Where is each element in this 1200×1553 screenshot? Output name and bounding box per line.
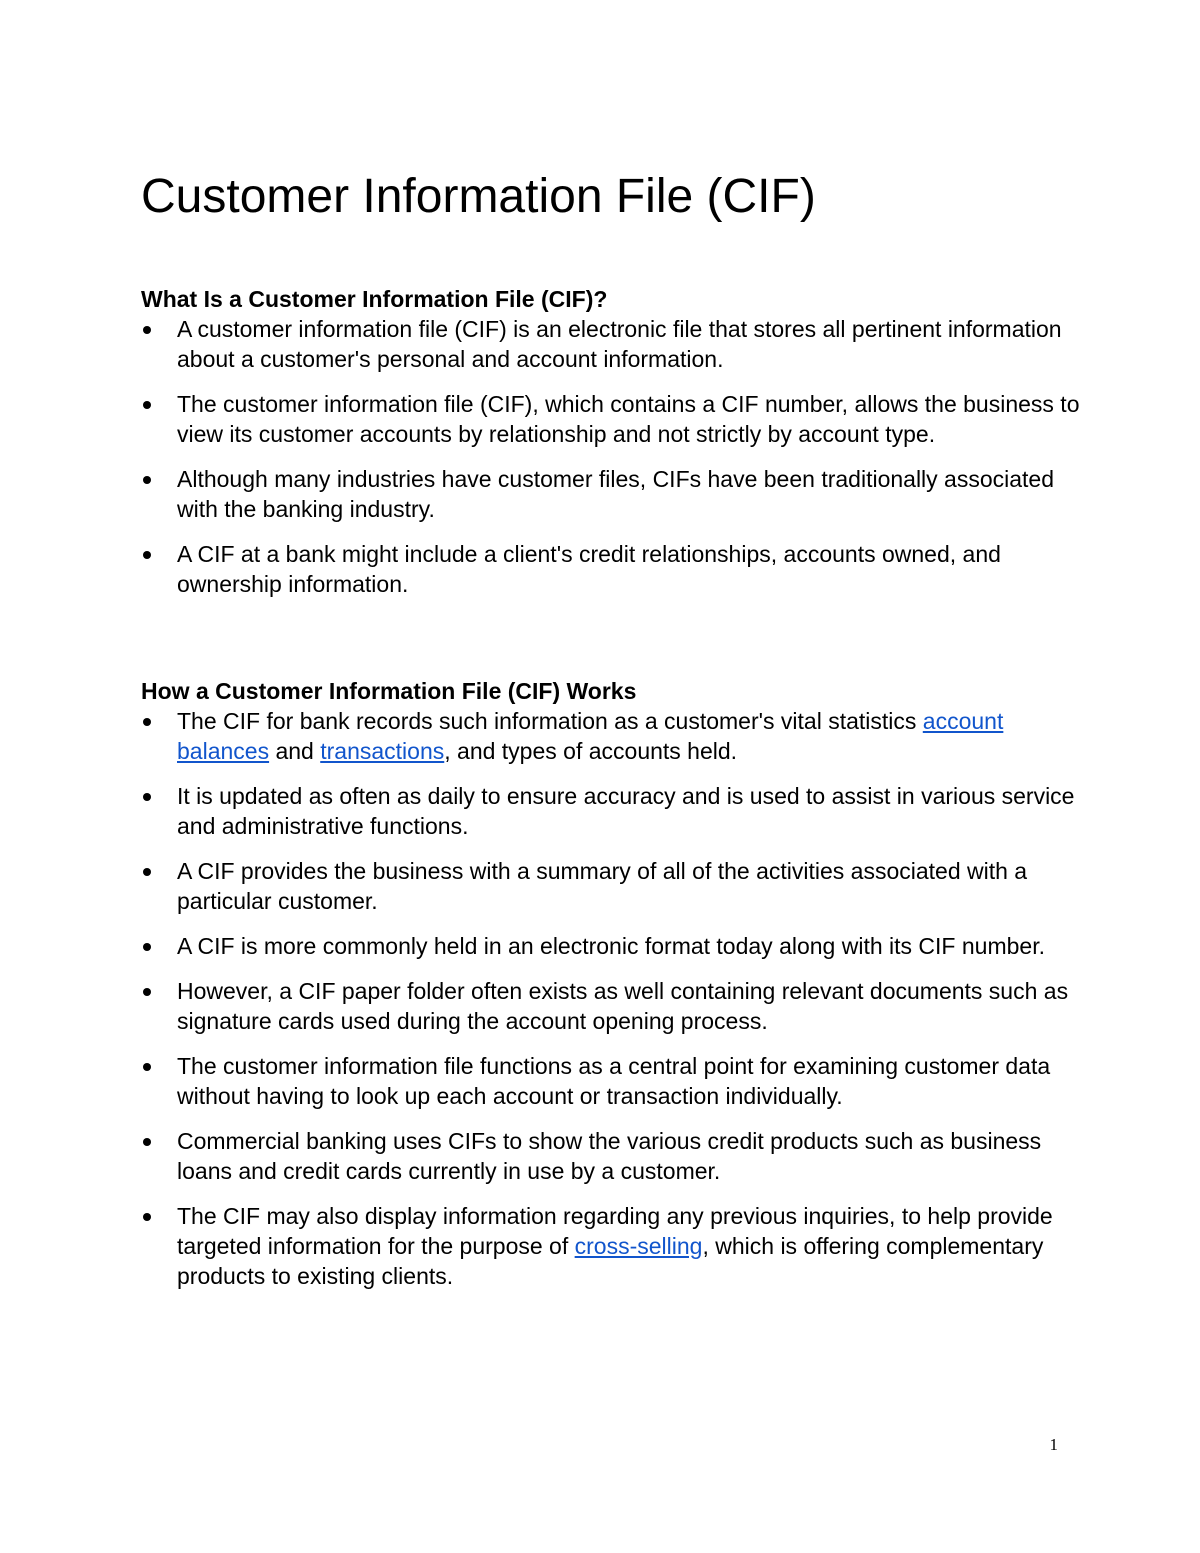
bullet-list: [141, 314, 1081, 599]
bullet-text: , which is offering complementary products to existing clients.: [177, 1233, 1044, 1289]
bullet-item: [141, 1051, 1081, 1111]
bullet-text: A CIF is more commonly held in an electronic format today along with its CIF number.: [177, 933, 1045, 959]
bullet-icon: [141, 1051, 161, 1081]
bullet-icon: [141, 1126, 161, 1156]
bullet-item: [141, 706, 1081, 766]
bullet-text: A CIF at a bank might include a client's credit relationships, accounts owned, and ownership information.: [177, 541, 1001, 597]
section-what-is-cif: [141, 284, 1081, 599]
bullet-text: The customer information file (CIF), which contains a CIF number, allows the business to view its customer accounts by relationship and not strictly by account type.: [177, 391, 1080, 447]
bullet-text: However, a CIF paper folder often exists as well containing relevant documents such as signature cards used during the account opening process.: [177, 978, 1069, 1034]
bullet-icon: [141, 464, 161, 494]
bullet-item: [141, 1201, 1081, 1291]
section-heading: How a Customer Information File (CIF) Works: [141, 678, 637, 704]
bullet-text: The CIF for bank records such information as a customer's vital statistics: [177, 708, 923, 734]
bullet-item: [141, 314, 1081, 374]
bullet-text: The CIF may also display information regarding any previous inquiries, to help provide targeted information for the purpose of: [177, 1203, 1053, 1259]
transactions-link[interactable]: transactions: [320, 738, 445, 764]
document-title: Customer Information File (CIF): [141, 170, 816, 223]
section-heading: What Is a Customer Information File (CIF)?: [141, 286, 608, 312]
cross-selling-link[interactable]: cross-selling: [574, 1233, 703, 1259]
bullet-text: and: [269, 738, 321, 764]
bullet-icon: [141, 856, 161, 886]
bullet-item: [141, 856, 1081, 916]
bullet-icon: [141, 706, 161, 736]
bullet-item: [141, 931, 1081, 961]
bullet-list: [141, 706, 1081, 1291]
bullet-text: Commercial banking uses CIFs to show the various credit products such as business loans and credit cards currently in use by a customer.: [177, 1128, 1042, 1184]
bullet-text: A customer information file (CIF) is an electronic file that stores all pertinent information about a customer's personal and account information.: [177, 316, 1062, 372]
bullet-icon: [141, 389, 161, 419]
bullet-item: [141, 1126, 1081, 1186]
bullet-item: [141, 976, 1081, 1036]
bullet-item: [141, 781, 1081, 841]
account-balances-link[interactable]: account balances: [177, 708, 1004, 764]
bullet-item: [141, 539, 1081, 599]
bullet-icon: [141, 539, 161, 569]
bullet-text: The customer information file functions as a central point for examining customer data without having to look up each account or transaction individually.: [177, 1053, 1051, 1109]
bullet-icon: [141, 1201, 161, 1231]
bullet-text: It is updated as often as daily to ensure accuracy and is used to assist in various service and administrative functions.: [177, 783, 1075, 839]
page-number: 1: [1049, 1435, 1058, 1454]
bullet-icon: [141, 976, 161, 1006]
bullet-item: [141, 389, 1081, 449]
bullet-icon: [141, 931, 161, 961]
bullet-icon: [141, 314, 161, 344]
bullet-icon: [141, 781, 161, 811]
bullet-text: A CIF provides the business with a summary of all of the activities associated with a particular customer.: [177, 858, 1028, 914]
bullet-text: Although many industries have customer files, CIFs have been traditionally associated with the banking industry.: [177, 466, 1055, 522]
section-how-cif-works: [141, 676, 1081, 1291]
bullet-text: , and types of accounts held.: [444, 738, 738, 764]
bullet-item: [141, 464, 1081, 524]
